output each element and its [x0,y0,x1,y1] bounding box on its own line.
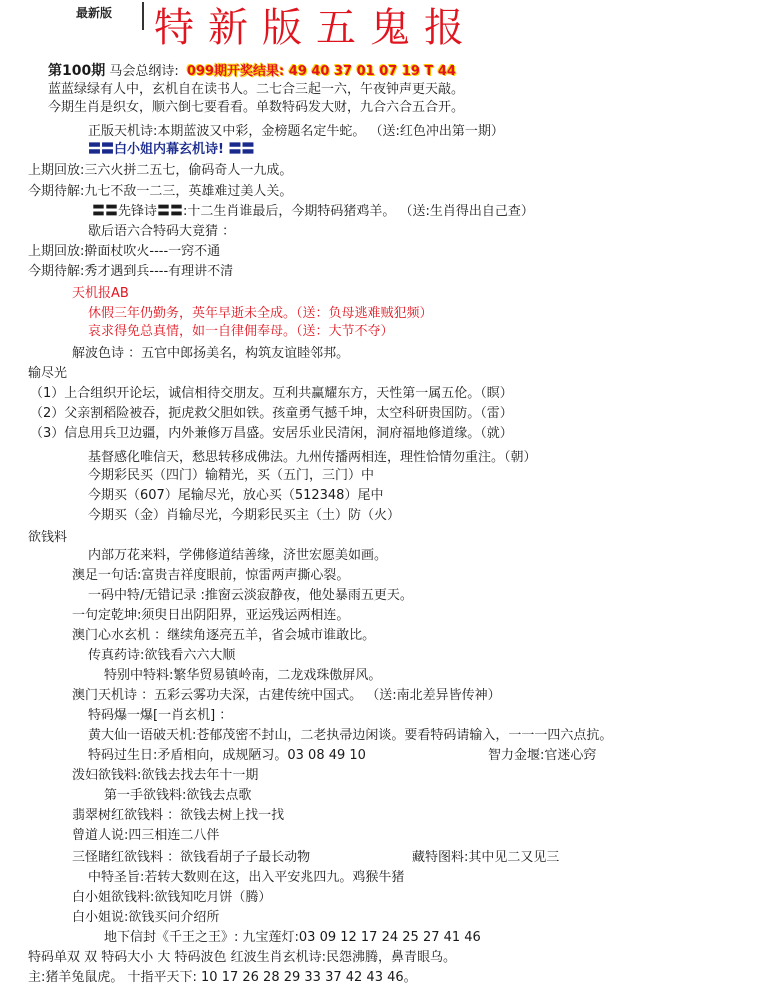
content-line: 〓〓先锋诗〓〓:十二生肖谁最后，今期特码猪鸡羊。 （送:生肖得出自己查） [92,204,534,219]
content-line: 今期买（607）尾输尽光，放心买（512348）尾中 [88,488,384,503]
content-line: 休假三年仍勤务，英年早逝未全成。（送：负母逃难贼犯频） [88,306,433,321]
content-line: 澳门天机诗 ：五彩云雾功夫深，古建传统中国式。 （送:南北差异皆传神） [72,688,501,703]
content-line: 传真药诗:欲钱看六六大顺 [88,648,236,663]
header-divider [142,2,144,30]
edition-label: 最新版 [76,6,113,20]
content-line: 地下信封《千王之王》: 九宝莲灯:03 09 12 17 24 25 27 41 46 [104,930,481,945]
content-line: 今期待解:九七不敌一二三，英雄难过美人关。 [28,184,293,199]
content-line: 一码中特/无错记录 :推窗云淡寂静夜，他处暴雨五更天。 [88,588,413,603]
issue-row [48,60,456,80]
draw-result: 099期开奖结果: 49 40 37 01 07 19 T 44 [186,64,456,79]
content-line: 特码过生日:矛盾相向，成规陋习。03 08 49 10 [88,748,366,763]
content-line: 特码爆一爆[一肖玄机] ： [88,708,233,723]
content-line: 特码单双 双 特码大小 大 特码波色 红波生肖玄机诗:民怨沸腾，鼻青眼乌。 [28,950,457,965]
content-line: 〓〓白小姐内幕玄机诗! 〓〓 [88,142,255,157]
content-line: 输尽光 [28,366,68,381]
content-line: 基督感化唯信天，愁思转移成佛法。九州传播两相连，理性恰情勿重注。（朝） [88,450,537,465]
content-line: 黄大仙一语破天机:苍郁茂密不封山，二老执帚边闲谈。要看特码请输入，一一一四六点抗。 [88,728,613,743]
content-line: 天机报AB [72,286,129,301]
content-line: 内部万花来料，学佛修道结善缘，济世宏愿美如画。 [88,548,388,563]
issue-number: 第100期 [48,63,106,79]
content-line: 翡翠树红欲钱料 ：欲钱去树上找一找 [72,808,285,823]
content-line: 蓝蓝绿绿有人中，玄机自在读书人。二七合三起一六，午夜钟声更天敲。 [48,82,465,97]
content-line: 藏特图料:其中见二又见三 [412,850,560,865]
content-line: 澳门心水玄机 ：继续角逐亮五羊，省会城市谁敢比。 [72,628,376,643]
content-line: 智力金堰:官迷心窍 [488,748,597,763]
content-line: 解波色诗 ：五官中郎扬美名，构筑友谊睦邻邦。 [72,346,350,361]
content-line: 今期彩民买（四门）输精光，买（五门，三门）中 [88,468,375,483]
content-line: 上期回放:擀面杖吹火----一窍不通 [28,244,221,259]
content-line: 正版天机诗:本期蓝波又中彩，金榜题名定牛蛇。 （送:红色冲出第一期） [88,124,504,139]
content-line: 白小姐说:欲钱买问介绍所 [72,910,220,925]
content-line: 今期生肖是织女，顺六倒七要看看。单数特码发大财，九合六合五合开。 [48,100,465,115]
content-line: 特别中特料:繁华贸易镇岭南，二龙戏珠傲屏风。 [104,668,382,683]
content-line: 澳足一句话:富贵吉祥度眼前，惊雷两声撕心裂。 [72,568,350,583]
content-line: 泼妇欲钱料:欲钱去找去年十一期 [72,768,259,783]
poem-label: 马会总纲诗: [109,64,179,79]
content-line: （1）上合组织开论坛，诚信相待交朋友。互利共赢耀东方，天性第一属五伦。（瞑） [30,386,513,401]
content-line: 中特圣旨:若转大数则在这，出入平安兆四九。鸡猴牛猪 [88,870,405,885]
content-line: 白小姐欲钱料:欲钱知吃月饼（腾） [72,890,272,905]
content-line: 哀求得免总真情，如一自律佣奉母。（送：大节不夺） [88,324,394,339]
content-line: 上期回放:三六火拼二五七，偷码奇人一九成。 [28,163,293,178]
content-line: 三怪睹红欲钱料 ：欲钱看胡子子最长动物 [72,850,311,865]
content-line: （3）信息用兵卫边疆，内外兼修万昌盛。安居乐业民清闲，洞府福地修道缘。（就） [30,426,513,441]
content-line: 今期待解:秀才遇到兵----有理讲不清 [28,264,234,279]
content-line: 第一手欲钱料:欲钱去点歌 [104,788,252,803]
content-line: 今期买（金）肖输尽光，今期彩民买主（土）防（火） [88,508,401,523]
content-line: （2）父亲割稻险被吞，扼虎救父胆如铁。孩童勇气撼千坤，太空科研贵国防。（雷） [30,406,513,421]
content-line: 歇后语六合特码大竟猜 ： [88,224,236,239]
masthead-title: 特新版五鬼报 [154,5,478,51]
content-line: 主:猪羊兔鼠虎。 十指平天下: 10 17 26 28 29 33 37 42 43 46。 [28,970,417,985]
content-line: 一句定乾坤:须臾日出阴阳界，亚运残运两相连。 [72,608,350,623]
content-line: 曾道人说:四三相连二八伴 [72,828,220,843]
content-line: 欲钱料 [28,530,68,545]
